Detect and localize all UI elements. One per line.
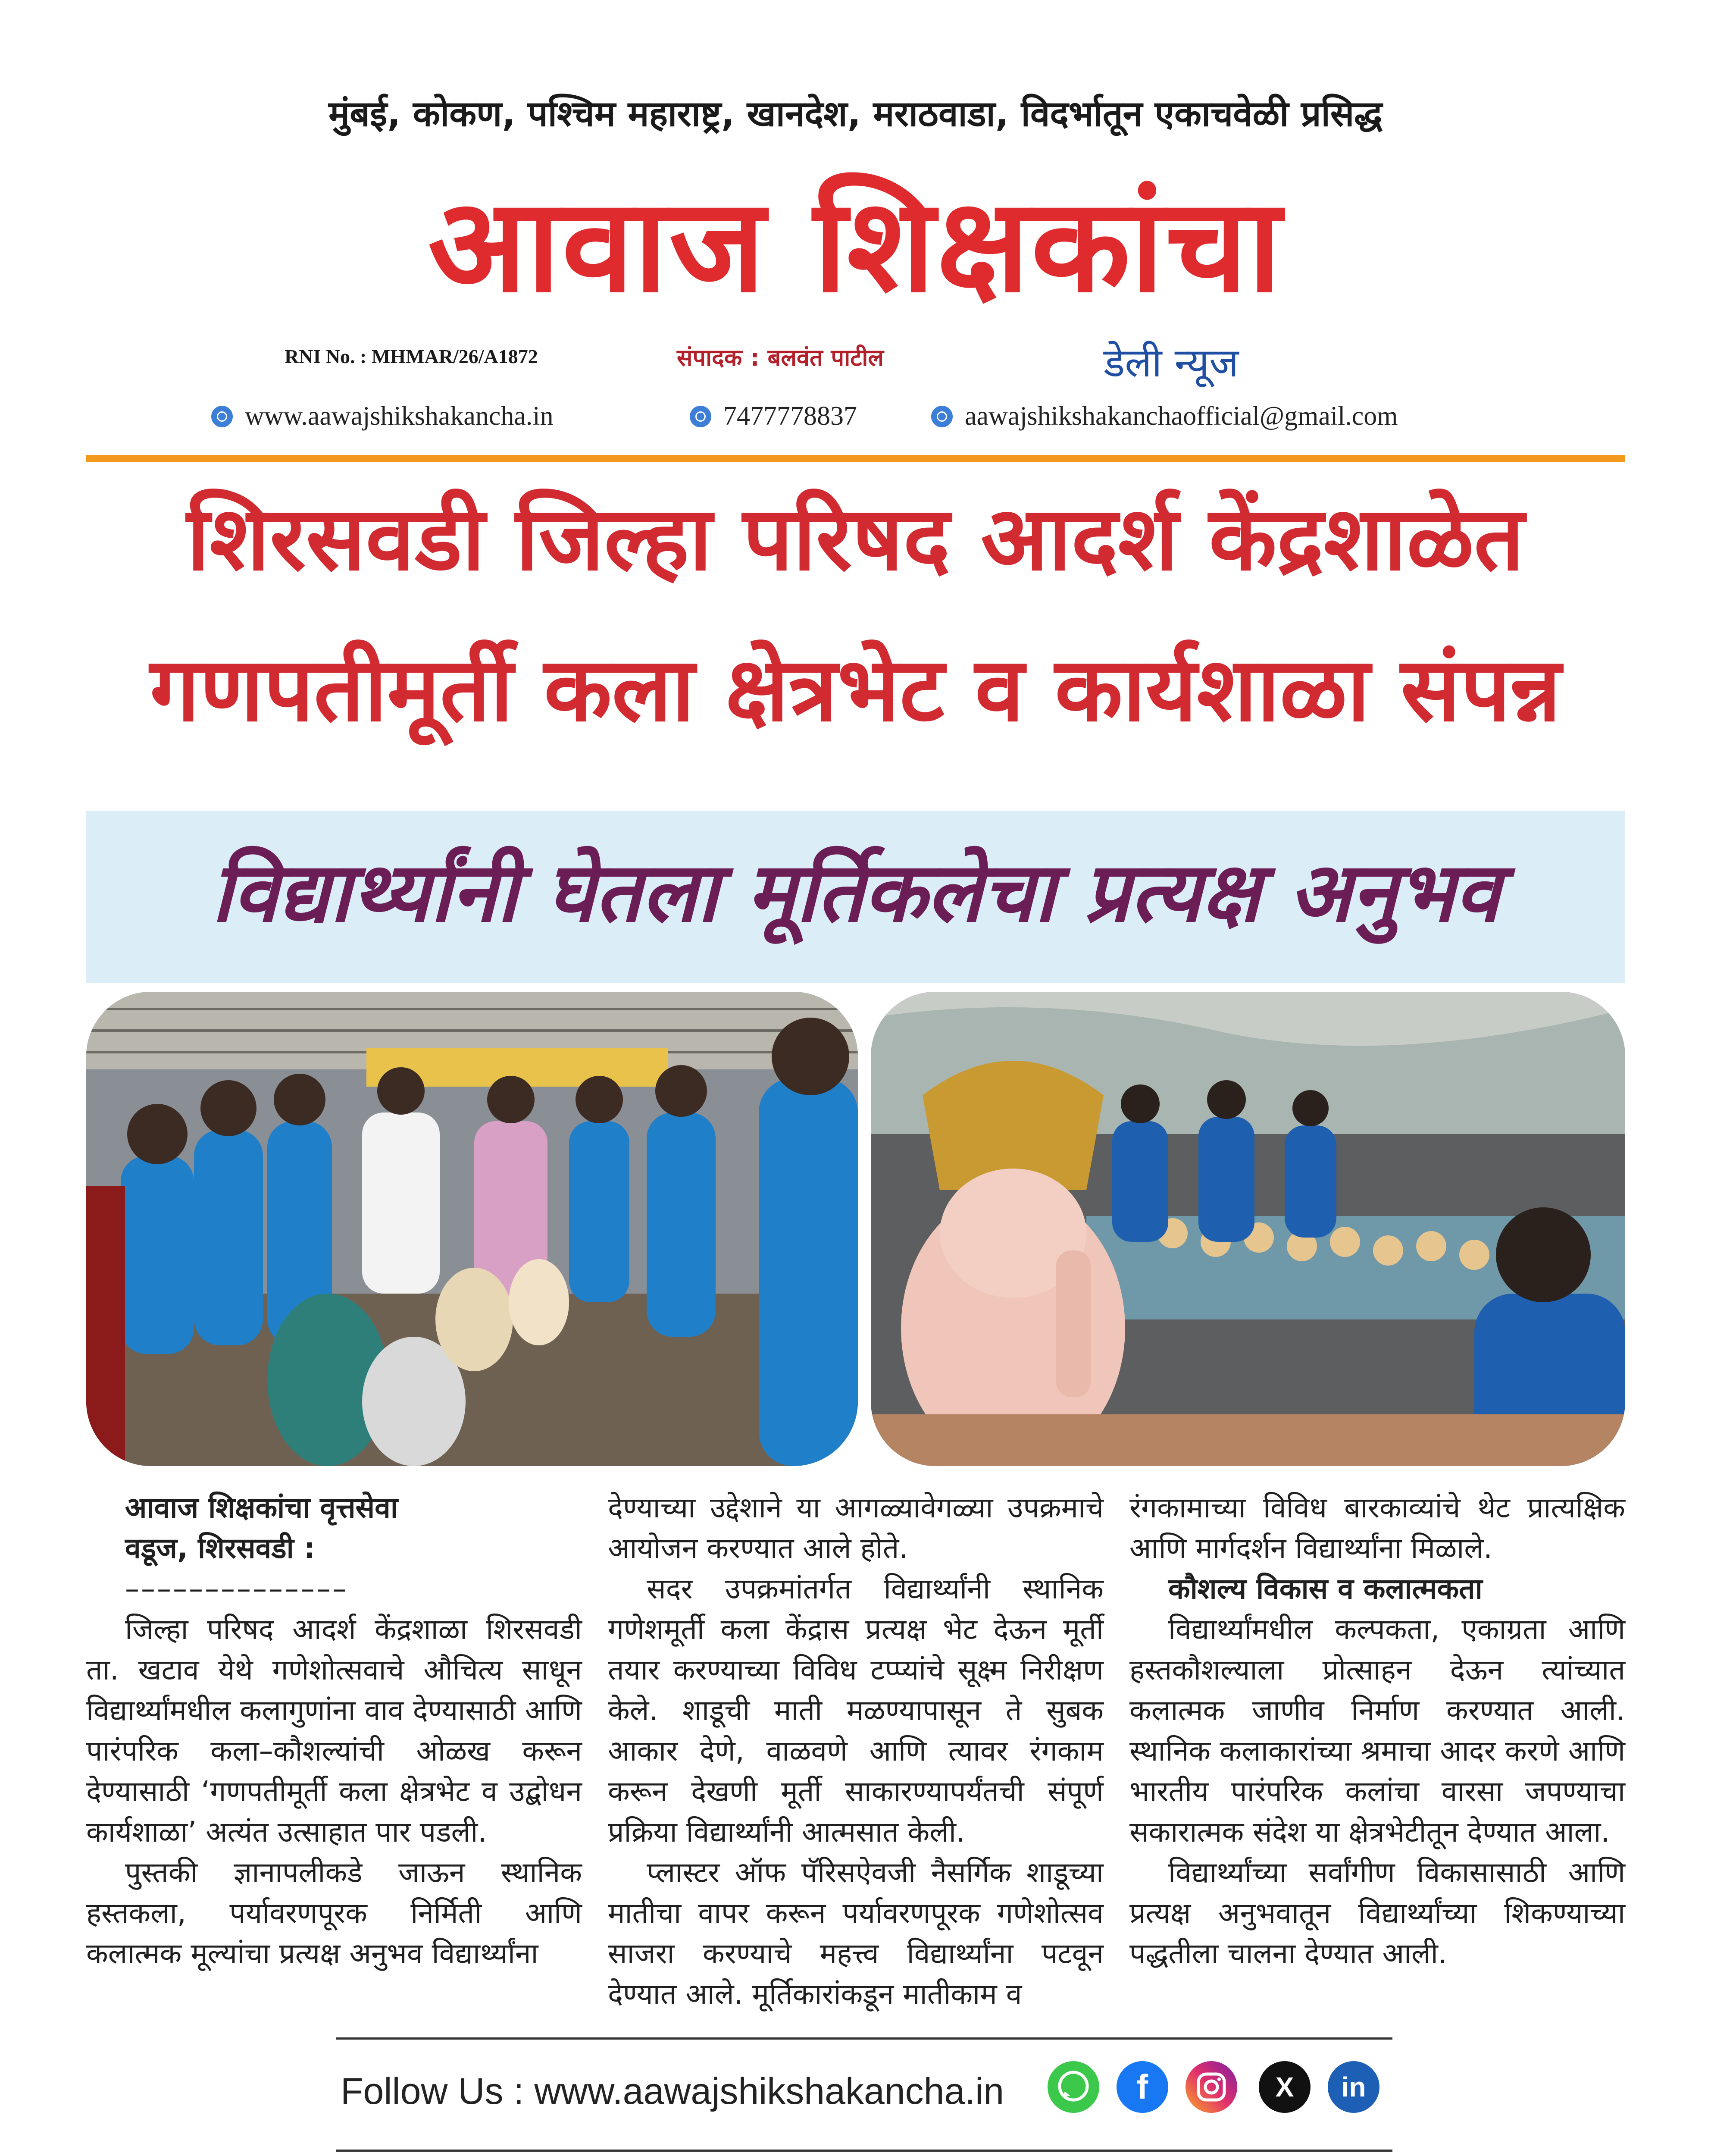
paragraph: पुस्तकी ज्ञानापलीकडे जाऊन स्थानिक हस्तकला, पर्यावरणपूरक निर्मिती आणि कलात्मक मूल्यांचा प्रत्यक्ष अनुभव विद्यार्थ्यांना — [86, 1856, 582, 1970]
paragraph: प्लास्टर ऑफ पॅरिसऐवजी नैसर्गिक शाडूच्या मातीचा वापर करून पर्यावरणपूरक गणेशोत्सव साजरा करण्याचे महत्त्व विद्यार्थ्यांना पटवून देण्यात आले. मूर्तिकारांकडून मातीकाम व — [608, 1856, 1104, 2011]
phone-contact[interactable] — [690, 401, 857, 432]
phone-icon — [690, 406, 711, 427]
headline-line-2: गणपतीमूर्ती कला क्षेत्रभेट व कार्यशाळा संपन्न — [150, 639, 1561, 741]
photo-ganesha-idols — [871, 992, 1625, 1466]
byline-separator: –––––––––––––– — [125, 1572, 348, 1605]
x-icon[interactable]: X — [1259, 2061, 1311, 2113]
paragraph: जिल्हा परिषद आदर्श केंद्रशाळा शिरसवडी ता. खटाव येथे गणेशोत्सवाचे औचित्य साधून विद्यार्थ्यांमधील कलागुणांना वाव देण्यासाठी आणि पारंपरिक कला–कौशल्यांची ओळख करून देण्यासाठी ‘गणपतीमूर्ती कला क्षेत्रभेट व उद्बोधन कार्यशाळा’ अत्यंत उत्साहात पार पडली. — [86, 1613, 582, 1849]
headline-line-1: शिरसवडी जिल्हा परिषद आदर्श केंद्रशाळेत — [187, 488, 1524, 590]
website-contact[interactable] — [211, 401, 554, 432]
phone-text: 7477778837 — [723, 401, 857, 431]
tagline: मुंबई, कोकण, पश्चिम महाराष्ट्र, खानदेश, मराठवाडा, विदर्भातून एकाचवेळी प्रसिद्ध — [328, 94, 1383, 135]
globe-icon — [211, 406, 233, 427]
mail-icon — [931, 406, 953, 427]
instagram-glyph — [1186, 2061, 1237, 2113]
idol-gallery-illustration — [871, 992, 1625, 1466]
footer-rule-top — [336, 2037, 1392, 2040]
email-contact[interactable] — [931, 401, 1398, 432]
subheadline: विद्यार्थ्यांनी घेतला मूर्तिकलेचा प्रत्यक्ष अनुभव — [211, 845, 1500, 940]
email-text: aawajshikshakanchaofficial@gmail.com — [965, 401, 1398, 431]
paragraph: देण्याच्या उद्देशाने या आगळ्यावेगळ्या उपक्रमाचे आयोजन करण्यात आले होते. — [608, 1491, 1104, 1565]
linkedin-icon[interactable]: in — [1328, 2061, 1379, 2113]
follow-us-link[interactable]: Follow Us : www.aawajshikshakancha.in — [341, 2071, 1004, 2112]
facebook-icon[interactable]: f — [1117, 2061, 1168, 2113]
section-subtitle: कौशल्य विकास व कलात्मकता — [1168, 1572, 1483, 1605]
paragraph: सदर उपक्रमांतर्गत विद्यार्थ्यांनी स्थानिक गणेशमूर्ती कला केंद्रास प्रत्यक्ष भेट देऊन मूर्ती तयार करण्याच्या विविध टप्प्यांचे सूक्ष्म निरीक्षण केले. शाडूची माती मळण्यापासून ते सुबक आकार देणे, वाळवणे आणि त्यावर रंगकाम करून देखणी मूर्ती साकारण्यापर्यंतची संपूर्ण प्रक्रिया विद्यार्थ्यांनी आत्मसात केली. — [608, 1572, 1104, 1849]
whatsapp-glyph — [1048, 2061, 1099, 2113]
whatsapp-icon[interactable] — [1048, 2061, 1099, 2113]
workshop-scene-illustration — [86, 992, 858, 1466]
paragraph: विद्यार्थ्यांमधील कल्पकता, एकाग्रता आणि हस्तकौशल्याला प्रोत्साहन देऊन त्यांच्यात कलात्मक जाणीव निर्माण करण्यात आली. स्थानिक कलाकारांच्या श्रमाचा आदर करणे आणि भारतीय पारंपरिक कलांचा वारसा जपण्याचा सकारात्मक संदेश या क्षेत्रभेटीतून देण्यात आला. — [1129, 1613, 1625, 1849]
newspaper-title: आवाज शिक्षकांचा — [428, 170, 1283, 321]
header-divider — [86, 455, 1625, 462]
instagram-icon[interactable] — [1186, 2061, 1237, 2113]
paragraph: रंगकामाच्या विविध बारकाव्यांचे थेट प्रात्यक्षिक आणि मार्गदर्शन विद्यार्थ्यांना मिळाले. — [1129, 1491, 1625, 1565]
article-column-1 — [86, 1488, 582, 1974]
photo-students-workshop — [86, 992, 858, 1466]
article-column-3 — [1129, 1488, 1625, 1974]
byline-service: आवाज शिक्षकांचा वृत्तसेवा — [125, 1491, 398, 1524]
byline-place: वडूज, शिरसवडी : — [125, 1532, 316, 1565]
editor-credit: संपादक : बलवंत पाटील — [677, 344, 884, 371]
rni-number: RNI No. : MHMAR/26/A1872 — [285, 345, 538, 367]
edition-label: डेली न्यूज — [1104, 340, 1239, 386]
paragraph: विद्यार्थ्यांच्या सर्वांगीण विकासासाठी आणि प्रत्यक्ष अनुभवातून विद्यार्थ्यांच्या शिकण्याच्या पद्धतीला चालना देण्यात आली. — [1129, 1856, 1625, 1970]
website-text: www.aawajshikshakancha.in — [245, 401, 554, 431]
article-column-2 — [608, 1488, 1104, 2015]
footer-rule-bottom — [336, 2150, 1392, 2152]
